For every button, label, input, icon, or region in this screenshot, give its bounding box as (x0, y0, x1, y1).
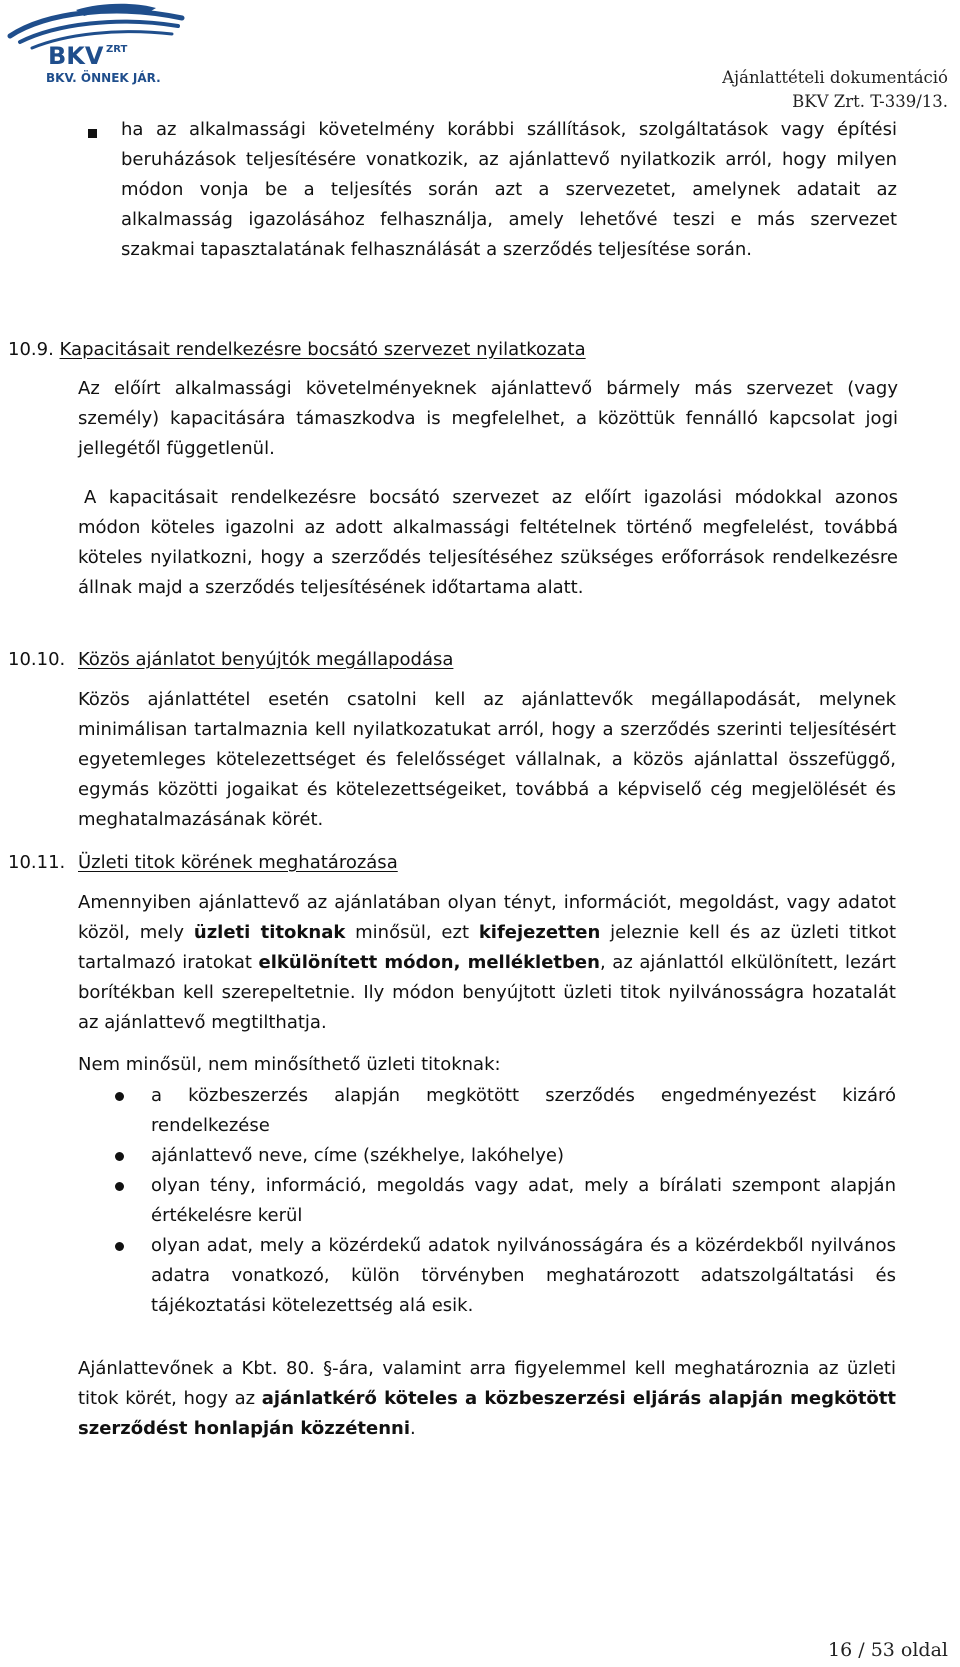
section-10-9-paragraph-1: Az előírt alkalmassági követelményeknek ajánlattevő bármely más szervezet (vagy személy) kapacitására támaszkodva is megfelelhet, a közöttük fennálló kapcsolat jogi jellegétől függetlenül. (78, 378, 898, 459)
square-bullet-icon (88, 129, 97, 138)
svg-text:BKV. ÖNNEK JÁR.: BKV. ÖNNEK JÁR. (46, 71, 161, 85)
bkv-logo (6, 2, 186, 90)
section-10-9-paragraph-2: A kapacitásait rendelkezésre bocsátó szervezet az előírt igazolási módokkal azonos módon köteles igazolni az adott alkalmassági feltételnek történő megfelelést, továbbá köteles nyilatkozni, hogy a szerződés teljesítéséhez szükséges erőforrások rendelkezésre állnak majd a szerződés teljesítésének időtartama alatt. (78, 487, 898, 598)
intro-bullet-text: ha az alkalmassági követelmény korábbi szállítások, szolgáltatások vagy építési beruházások teljesítésére vonatkozik, az ajánlattevő nyilatkozik arról, hogy milyen módon vonja be a teljesítés során azt a szervezetet, amelynek adatait az alkalmasság igazolásához felhasználja, amely lehetővé teszi e más szervezet szakmai tapasztalatának felhasználását a szerződés teljesítése során. (121, 119, 897, 260)
list-item: olyan tény, információ, megoldás vagy adat, mely a bírálati szempont alapján értékelésre kerül (151, 1171, 896, 1231)
document-title: Ajánlattételi dokumentáció (722, 68, 948, 87)
section-title: Kapacitásait rendelkezésre bocsátó szervezet nyilatkozata (59, 339, 586, 360)
not-secret-list (151, 1081, 896, 1321)
section-title: Közös ajánlatot benyújtók megállapodása (78, 649, 454, 670)
section-10-10-paragraph: Közös ajánlattétel esetén csatolni kell az ajánlattevők megállapodását, melynek minimálisan tartalmaznia kell nyilatkozatukat arról, hogy a szerződés szerinti teljesítésért egyetemleges kötelezettséget és felelősséget vállalnak, a közös ajánlattal összefüggő, egymás közötti jogaikat és kötelezettségeiket, továbbá a képviselő cég megjelölését és meghatalmazásának körét. (78, 689, 896, 830)
section-title: Üzleti titok körének meghatározása (78, 852, 398, 873)
section-number: 10.10. (8, 649, 66, 670)
svg-text:ZRT: ZRT (106, 44, 128, 55)
section-number: 10.11. (8, 852, 66, 873)
section-10-11-paragraph-1: Amennyiben ajánlattevő az ajánlatában olyan tényt, információt, megoldást, vagy adatot közöl, mely üzleti titoknak minősül, ezt kifejezetten jeleznie kell és az üzleti titkot tartalmazó iratokat elkülönített módon, mellékletben, az ajánlattól elkülönített, lezárt borítékban kell szerepeltetnie. Ily módon benyújtott üzleti titok nyilvánosságra hozatalát az ajánlattevő megtilthatja. (78, 892, 896, 1033)
section-heading-10-9 (8, 335, 586, 365)
document-reference (722, 66, 948, 114)
section-heading-10-10 (8, 645, 453, 675)
section-heading-10-11 (8, 848, 398, 878)
list-item: ajánlattevő neve, címe (székhelye, lakóhelye) (151, 1141, 896, 1171)
section-number: 10.9. (8, 339, 54, 360)
list-item: a közbeszerzés alapján megkötött szerződés engedményezést kizáró rendelkezése (151, 1081, 896, 1141)
list-intro: Nem minősül, nem minősíthető üzleti titoknak: (78, 1054, 501, 1075)
page-number: 16 / 53 oldal (828, 1639, 948, 1661)
document-number: BKV Zrt. T-339/13. (792, 92, 948, 111)
section-10-11-paragraph-3: Ajánlattevőnek a Kbt. 80. §-ára, valamint arra figyelemmel kell meghatároznia az üzleti titok körét, hogy az ajánlatkérő köteles a közbeszerzési eljárás alapján megkötött szerződést honlapján közzétenni. (78, 1358, 896, 1439)
svg-text:BKV: BKV (48, 42, 104, 70)
list-item: olyan adat, mely a közérdekű adatok nyilvánosságára és a közérdekből nyilvános adatra vonatkozó, külön törvényben meghatározott adatszolgáltatási és tájékoztatási kötelezettség alá esik. (151, 1231, 896, 1321)
